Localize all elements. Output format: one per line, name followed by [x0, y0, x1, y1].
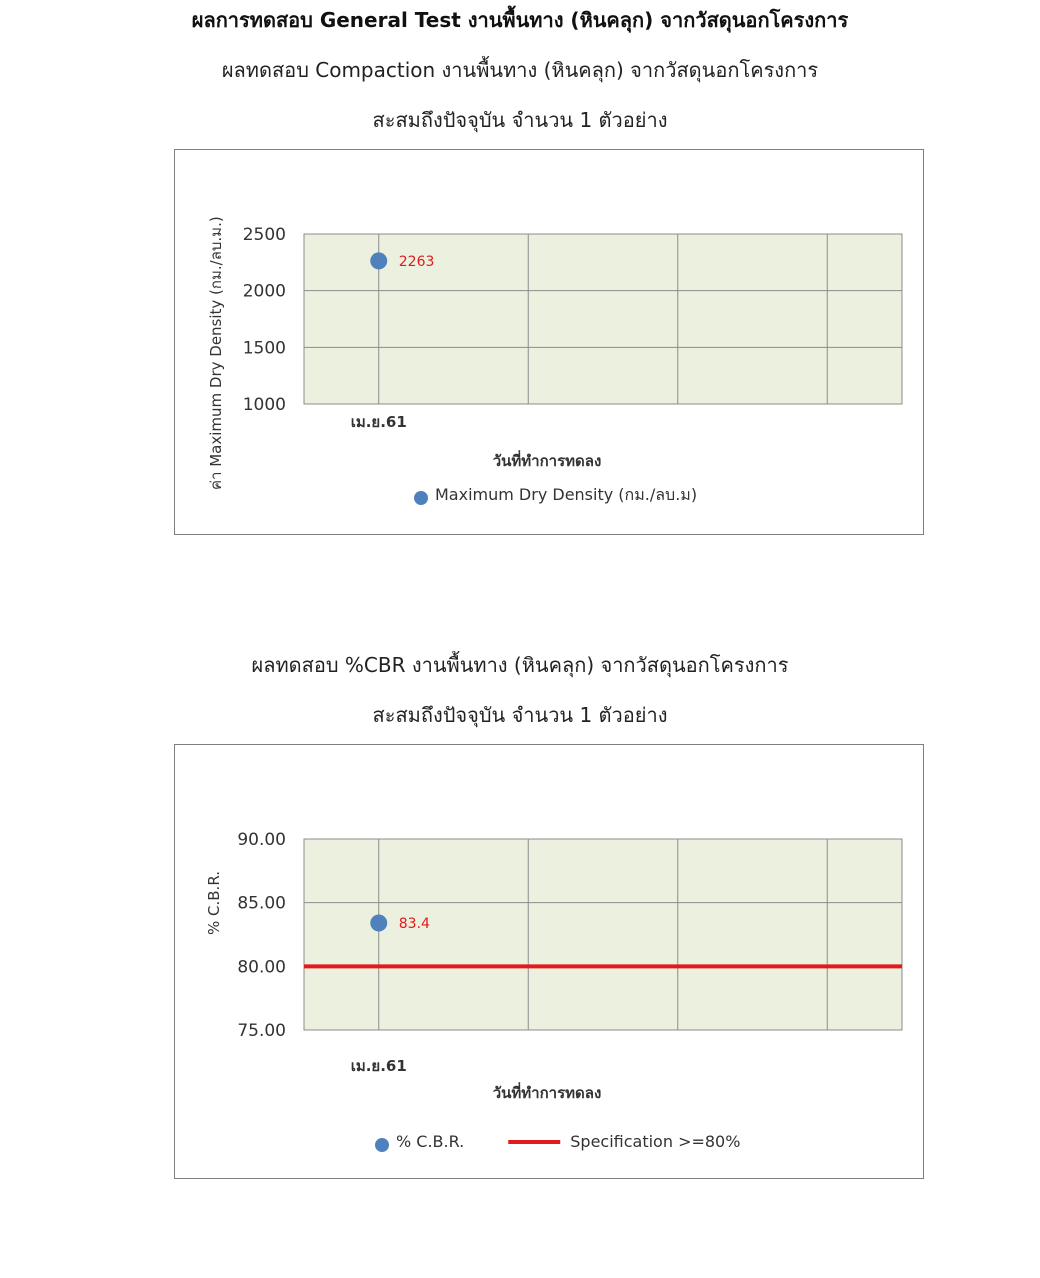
y-tick-label: 2500: [242, 225, 286, 245]
y-axis-title: ค่า Maximum Dry Density (กม./ลบ.ม.): [207, 216, 225, 490]
data-label: 83.4: [398, 916, 430, 933]
y-tick-label: 85.00: [237, 893, 286, 914]
y-tick-label: 80.00: [237, 957, 286, 978]
chart-2-title: ผลทดสอบ %CBR งานพื้นทาง (หินคลุก) จากวัสดุนอกโครงการ: [251, 653, 789, 677]
y-tick-label: 75.00: [237, 1021, 286, 1041]
x-tick-label: เม.ย.61: [350, 413, 407, 431]
compaction-chart: [175, 150, 925, 536]
chart-1-frame: [174, 149, 924, 535]
page-title: ผลการทดสอบ General Test งานพื้นทาง (หินคลุก) จากวัสดุนอกโครงการ: [191, 8, 849, 32]
y-tick-label: 2000: [242, 281, 286, 302]
cbr-chart: [175, 745, 925, 1180]
chart-2-subtitle: สะสมถึงปัจจุบัน จำนวน 1 ตัวอย่าง: [372, 703, 668, 727]
x-tick-label: เม.ย.61: [350, 1057, 407, 1075]
y-axis-title: % C.B.R.: [205, 871, 223, 935]
legend-label: Maximum Dry Density (กม./ลบ.ม): [435, 485, 698, 504]
chart-1-title: ผลทดสอบ Compaction งานพื้นทาง (หินคลุก) จากวัสดุนอกโครงการ: [221, 58, 819, 82]
legend-label: % C.B.R.: [396, 1132, 465, 1151]
x-axis-title: วันที่ทำการทดลง: [492, 452, 602, 470]
data-point: [370, 915, 387, 932]
plot-area: [304, 234, 902, 404]
y-tick-label: 1000: [242, 395, 286, 415]
data-label: 2263: [398, 253, 435, 270]
data-point: [370, 252, 387, 269]
y-tick-label: 90.00: [237, 830, 286, 850]
legend-swatch-marker: [375, 1138, 389, 1152]
chart-1-subtitle: สะสมถึงปัจจุบัน จำนวน 1 ตัวอย่าง: [372, 108, 668, 132]
legend-label: Specification >=80%: [570, 1132, 741, 1151]
y-tick-label: 1500: [242, 338, 286, 359]
x-axis-title: วันที่ทำการทดลง: [492, 1084, 602, 1102]
plot-area: [304, 839, 902, 1030]
chart-2-frame: [174, 744, 924, 1179]
legend-swatch-marker: [414, 491, 428, 505]
